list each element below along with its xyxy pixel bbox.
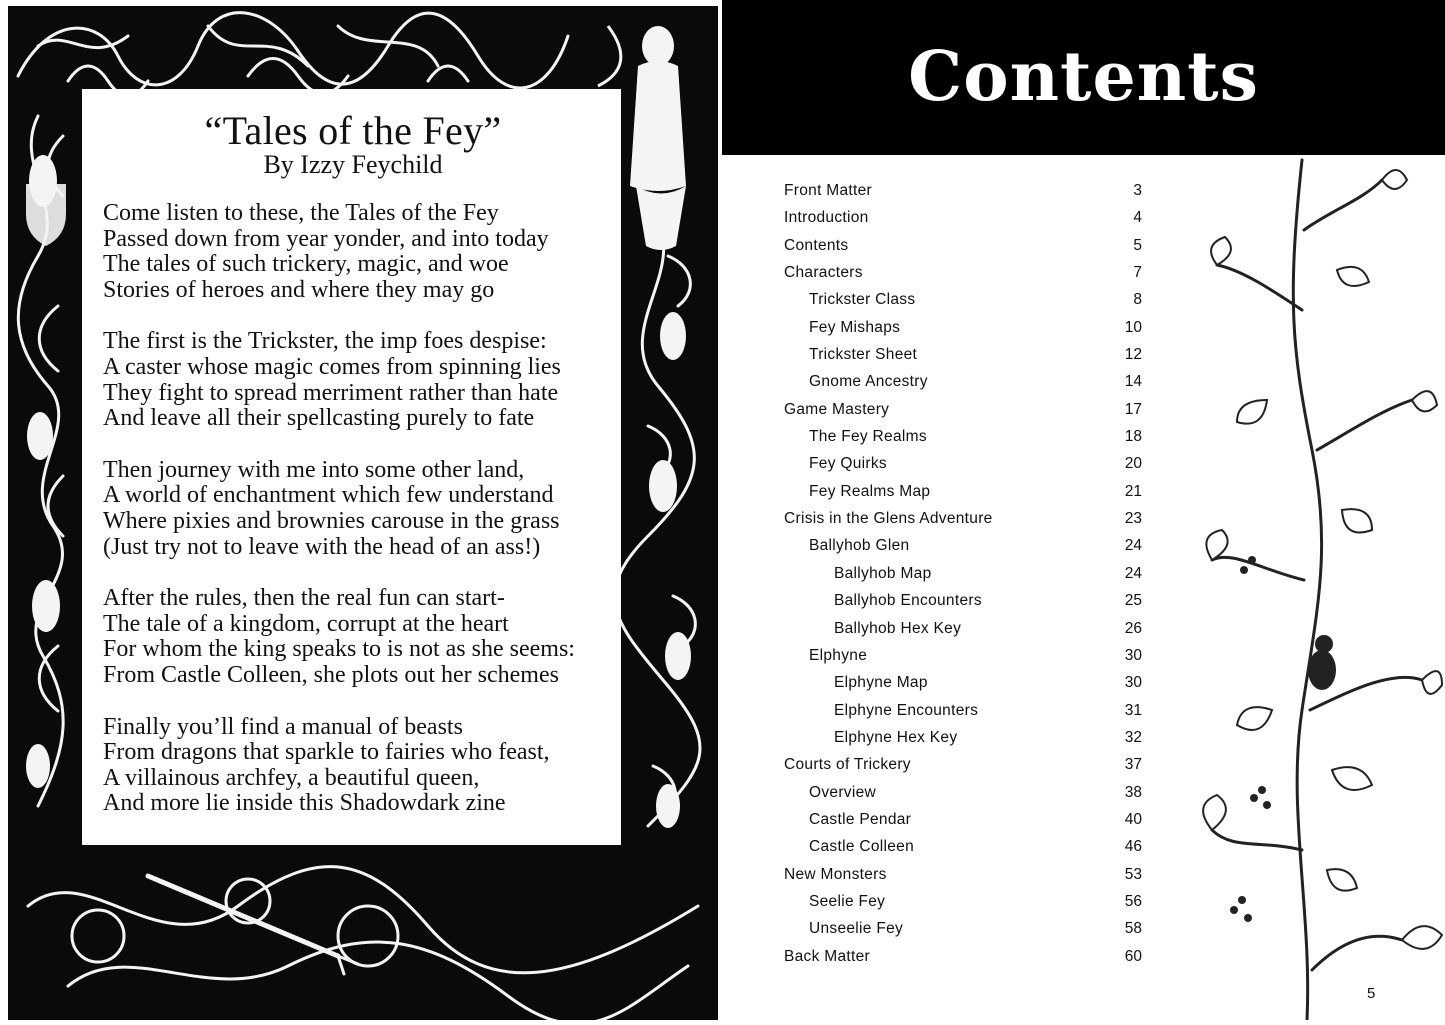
poem-panel (82, 89, 621, 845)
toc-entry[interactable] (784, 424, 1144, 451)
poem-line: (Just try not to leave with the head of an ass!) (103, 533, 541, 560)
toc-entry-page: 14 (1124, 373, 1142, 391)
poem-line: Come listen to these, the Tales of the Fey (103, 200, 499, 226)
poem-line: The tale of a kingdom, corrupt at the heart (103, 610, 509, 637)
toc-entry-page: 3 (1133, 182, 1142, 199)
page-number: 5 (1367, 985, 1376, 1002)
toc-entry[interactable] (784, 506, 1144, 533)
poem-line: A world of enchantment which few understand (103, 482, 554, 509)
toc-entry[interactable] (784, 561, 1144, 588)
toc-entry[interactable] (784, 670, 1144, 697)
toc-entry-page: 37 (1124, 756, 1142, 774)
toc-entry[interactable] (784, 205, 1144, 232)
toc-entry-page: 17 (1124, 400, 1142, 418)
toc-entry[interactable] (784, 916, 1144, 943)
toc-entry[interactable] (784, 780, 1144, 807)
toc-entry[interactable] (784, 260, 1144, 287)
poem-line: They fight to spread merriment rather than hate (103, 379, 559, 406)
poem-line: Finally you’ll find a manual of beasts (103, 713, 463, 740)
toc-entry-label: Elphyne Hex Key (834, 728, 958, 746)
toc-entry[interactable] (784, 889, 1144, 916)
poem-line: Passed down from year yonder, and into today (103, 225, 549, 252)
toc-entry-label: Courts of Trickery (784, 756, 911, 774)
toc-entry-label: Ballyhob Glen (809, 537, 910, 555)
toc-entry[interactable] (784, 342, 1144, 369)
poem-line: A villainous archfey, a beautiful queen, (103, 764, 480, 791)
toc-entry-page: 7 (1133, 264, 1142, 282)
contents-banner (722, 0, 1445, 155)
toc-entry-label: Back Matter (784, 947, 870, 965)
toc-entry-label: Castle Colleen (809, 838, 915, 856)
toc-entry-page: 38 (1124, 783, 1142, 801)
toc-entry-page: 24 (1124, 537, 1142, 555)
toc-entry-page: 25 (1124, 592, 1142, 610)
toc-entry-label: Crisis in the Glens Adventure (784, 510, 993, 528)
right-page (722, 0, 1445, 1025)
toc-entry-page: 20 (1124, 455, 1142, 473)
toc-entry-page: 12 (1124, 346, 1142, 364)
poem-title: “Tales of the Fey” (204, 108, 502, 153)
poem-line: After the rules, then the real fun can start- (103, 585, 505, 612)
toc-entry-page: 23 (1124, 510, 1142, 528)
table-of-contents (784, 178, 1144, 971)
toc-entry-label: Fey Quirks (809, 455, 887, 473)
poem-stanza (103, 586, 603, 688)
toc-entry-label: Seelie Fey (809, 892, 886, 910)
toc-entry-page: 56 (1124, 892, 1142, 910)
toc-entry-label: Overview (809, 783, 876, 801)
poem-line: Stories of heroes and where they may go (103, 276, 495, 303)
toc-entry-label: Elphyne Map (834, 674, 928, 692)
poem-line: Where pixies and brownies carouse in the grass (103, 507, 560, 534)
toc-entry-label: Contents (784, 236, 849, 254)
poem-line: The first is the Trickster, the imp foes despise: (103, 328, 547, 355)
toc-entry[interactable] (784, 233, 1144, 260)
toc-entry[interactable] (784, 588, 1144, 615)
toc-entry[interactable] (784, 616, 1144, 643)
toc-entry-label: Characters (784, 264, 863, 282)
toc-entry-page: 58 (1124, 920, 1142, 938)
toc-entry-label: Trickster Sheet (809, 346, 918, 364)
toc-entry-page: 5 (1133, 236, 1142, 254)
toc-entry-label: The Fey Realms (809, 428, 927, 446)
poem-line: And more lie inside this Shadowdark zine (103, 790, 506, 817)
toc-entry-page: 30 (1124, 646, 1142, 664)
contents-title: Contents (908, 37, 1259, 117)
poem-body (103, 201, 603, 817)
toc-entry[interactable] (784, 397, 1144, 424)
toc-entry-page: 24 (1124, 564, 1142, 582)
toc-entry-label: Trickster Class (809, 291, 916, 309)
toc-entry-label: Ballyhob Hex Key (834, 619, 962, 637)
toc-entry[interactable] (784, 643, 1144, 670)
toc-entry[interactable] (784, 834, 1144, 861)
toc-entry-page: 60 (1124, 947, 1142, 965)
poem-line: From dragons that sparkle to fairies who feast, (103, 739, 550, 766)
toc-entry-label: Ballyhob Encounters (834, 592, 982, 610)
toc-entry[interactable] (784, 698, 1144, 725)
toc-entry[interactable] (784, 752, 1144, 779)
toc-entry[interactable] (784, 862, 1144, 889)
toc-entry[interactable] (784, 178, 1144, 205)
toc-entry[interactable] (784, 369, 1144, 396)
toc-entry-label: Elphyne Encounters (834, 701, 979, 719)
toc-entry-label: Game Mastery (784, 400, 890, 418)
toc-entry-page: 53 (1124, 865, 1142, 883)
toc-entry-label: Fey Mishaps (809, 318, 901, 336)
toc-entry[interactable] (784, 533, 1144, 560)
toc-entry-label: New Monsters (784, 865, 887, 883)
toc-entry[interactable] (784, 807, 1144, 834)
toc-entry[interactable] (784, 944, 1144, 971)
poem-line: And leave all their spellcasting purely to fate (103, 405, 535, 432)
toc-entry-page: 30 (1124, 674, 1142, 692)
toc-entry-label: Castle Pendar (809, 810, 912, 828)
toc-entry-page: 18 (1124, 428, 1142, 446)
poem-stanza (103, 201, 603, 303)
toc-entry-page: 32 (1124, 728, 1142, 746)
toc-entry[interactable] (784, 479, 1144, 506)
toc-entry-page: 8 (1133, 291, 1142, 309)
toc-entry[interactable] (784, 451, 1144, 478)
toc-entry-label: Elphyne (809, 646, 868, 664)
toc-entry-label: Unseelie Fey (809, 920, 904, 938)
toc-entry-label: Front Matter (784, 182, 873, 199)
toc-entry-page: 10 (1124, 318, 1142, 336)
toc-entry-label: Introduction (784, 209, 869, 227)
poem-author: By Izzy Feychild (263, 150, 443, 179)
poem-line: From Castle Colleen, she plots out her schemes (103, 661, 559, 688)
poem-line: The tales of such trickery, magic, and woe (103, 251, 509, 278)
toc-entry[interactable] (784, 315, 1144, 342)
beanstalk-illustration (1192, 150, 1445, 1020)
toc-entry[interactable] (784, 287, 1144, 314)
poem-stanza (103, 458, 603, 560)
toc-entry-page: 4 (1133, 209, 1142, 227)
poem-line: Then journey with me into some other land, (103, 456, 525, 483)
toc-entry-page: 46 (1124, 838, 1142, 856)
poem-line: A caster whose magic comes from spinning lies (103, 353, 561, 380)
toc-entry-page: 31 (1124, 701, 1142, 719)
poem-stanza (103, 715, 603, 817)
toc-entry-label: Gnome Ancestry (809, 373, 928, 391)
poem-stanza (103, 329, 603, 431)
poem-line: For whom the king speaks to is not as she seems: (103, 636, 575, 663)
toc-entry-page: 21 (1124, 482, 1142, 500)
toc-entry-page: 40 (1124, 810, 1142, 828)
toc-entry-label: Ballyhob Map (834, 564, 932, 582)
left-page (0, 0, 722, 1025)
toc-entry-label: Fey Realms Map (809, 482, 931, 500)
toc-entry-page: 26 (1124, 619, 1142, 637)
toc-entry[interactable] (784, 725, 1144, 752)
